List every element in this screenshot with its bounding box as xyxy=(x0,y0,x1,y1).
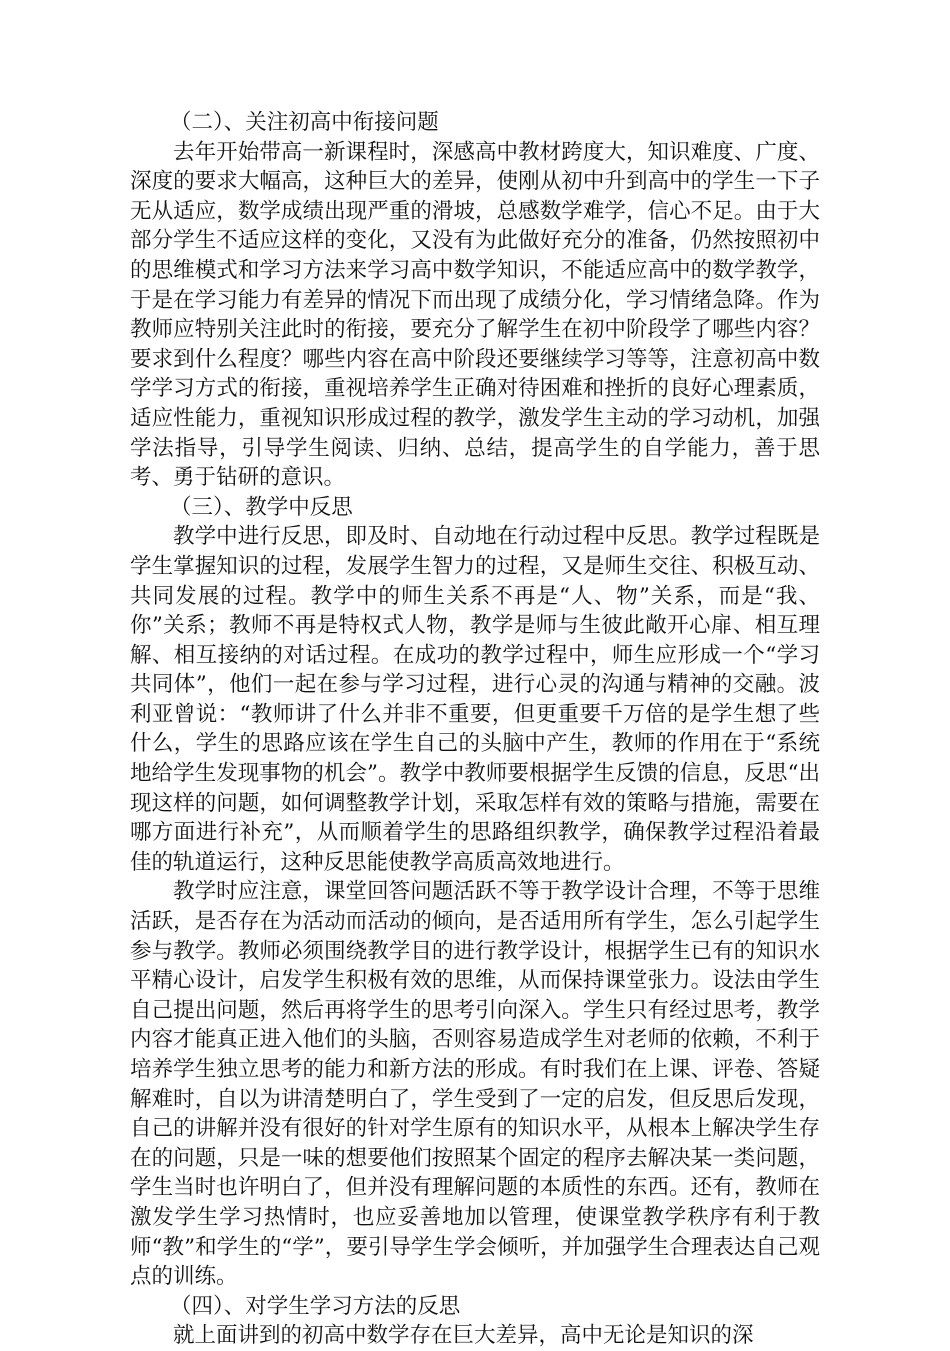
section-3-paragraph-1: 教学中进行反思，即及时、自动地在行动过程中反思。教学过程既是学生掌握知识的过程，发展学生智力的过程，又是师生交往、积极互动、共同发展的过程。教学中的师生关系不再是“人、物”关系，而是“我、你”关系；教师不再是特权式人物，教学是师与生彼此敞开心扉、相互理解、相互接纳的对话过程。在成功的教学过程中，师生应形成一个“学习共同体”，他们一起在参与学习过程，进行心灵的沟通与精神的交融。波利亚曾说：“教师讲了什么并非不重要，但更重要千万倍的是学生想了些什么，学生的思路应该在学生自己的头脑中产生，教师的作用在于“系统地给学生发现事物的机会”。教学中教师要根据学生反馈的信息，反思“出现这样的问题，如何调整教学计划，采取怎样有效的策略与措施，需要在哪方面进行补充”，从而顺着学生的思路组织教学，确保教学过程沿着最佳的轨道运行，这种反思能使教学高质高效地进行。 xyxy=(130,524,820,875)
section-heading-2: （二）、关注初高中衔接问题 xyxy=(170,110,439,135)
section-heading-4: （四）、对学生学习方法的反思 xyxy=(170,1293,461,1319)
document-page xyxy=(130,108,820,1351)
section-2-paragraph-1: 去年开始带高一新课程时，深感高中教材跨度大，知识难度、广度、深度的要求大幅高，这种巨大的差异，使刚从初中升到高中的学生一下子无从适应，数学成绩出现严重的滑坡，总感数学难学，信心不足。由于大部分学生不适应这样的变化，又没有为此做好充分的准备，仍然按照初中的思维模式和学习方法来学习高中数学知识，不能适应高中的数学教学，于是在学习能力有差异的情况下而出现了成绩分化，学习情绪急降。作为教师应特别关注此时的衔接，要充分了解学生在初中阶段学了哪些内容？要求到什么程度？哪些内容在高中阶段还要继续学习等等，注意初高中数学学习方式的衔接，重视培养学生正确对待困难和挫折的良好心理素质，适应性能力，重视知识形成过程的教学，激发学生主动的学习动机，加强学法指导，引导学生阅读、归纳、总结，提高学生的自学能力，善于思考、勇于钻研的意识。 xyxy=(130,139,820,491)
section-heading-3: （三）、教学中反思 xyxy=(170,494,353,520)
section-4-paragraph-1: 就上面讲到的初高中数学存在巨大差异，高中无论是知识的深 xyxy=(173,1323,754,1349)
section-3-paragraph-2: 教学时应注意，课堂回答问题活跃不等于教学设计合理，不等于思维活跃，是否存在为活动而活动的倾向，是否适用所有学生，怎么引起学生参与教学。教师必须围绕教学目的进行教学设计，根据学生已有的知识水平精心设计，启发学生积极有效的思维，从而保持课堂张力。设法由学生自己提出问题，然后再将学生的思考引向深入。学生只有经过思考，教学内容才能真正进入他们的头脑，否则容易造成学生对老师的依赖，不利于培养学生独立思考的能力和新方法的形成。有时我们在上课、评卷、答疑解难时，自以为讲清楚明白了，学生受到了一定的启发，但反思后发现，自己的讲解并没有很好的针对学生原有的知识水平，从根本上解决学生存在的问题，只是一味的想要他们按照某个固定的程序去解决某一类问题，学生当时也许明白了，但并没有理解问题的本质性的东西。还有，教师在激发学生学习热情时，也应妥善地加以管理，使课堂教学秩序有利于教师“教”和学生的“学”，要引导学生学会倾听，并加强学生合理表达自己观点的训练。 xyxy=(130,879,820,1290)
